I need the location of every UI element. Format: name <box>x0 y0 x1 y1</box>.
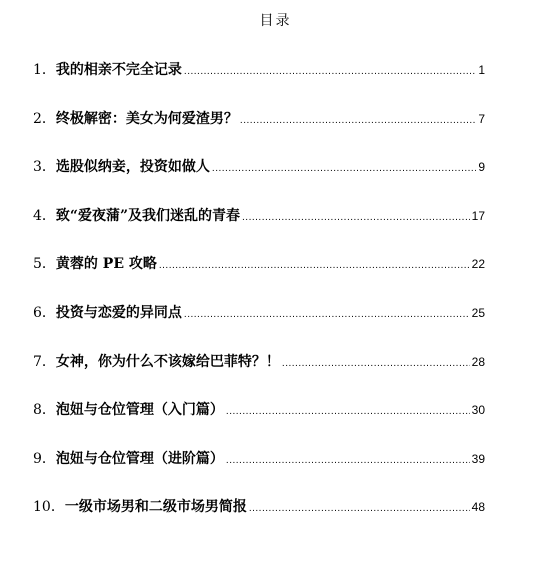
toc-entry-title[interactable]: 泡妞与仓位管理（进阶篇） <box>55 450 224 467</box>
toc-entry[interactable] <box>33 352 485 372</box>
toc-dot-leader <box>282 354 470 374</box>
toc-entry-title[interactable]: 泡妞与仓位管理（入门篇） <box>55 402 224 419</box>
toc-entry-number: 3． <box>33 159 56 176</box>
toc-entry-page[interactable]: 30 <box>471 403 485 418</box>
toc-entry-number: 4． <box>33 207 56 224</box>
toc-entry[interactable] <box>33 449 485 469</box>
toc-dot-leader <box>184 62 476 82</box>
toc-dot-leader <box>242 208 470 228</box>
toc-dot-leader <box>240 111 476 131</box>
toc-entry-title[interactable]: 我的相亲不完全记录 <box>55 62 182 78</box>
toc-dot-leader <box>159 256 470 276</box>
toc-entry[interactable] <box>33 303 485 323</box>
toc-entry[interactable] <box>33 157 485 177</box>
toc-entry-title[interactable]: 选股似纳妾，投资如做人 <box>55 159 210 176</box>
toc-entry[interactable] <box>33 206 485 226</box>
toc-entry-title[interactable]: 投资与恋爱的异同点 <box>55 304 182 321</box>
toc-entry-number: 2． <box>33 110 56 127</box>
toc-entry-page[interactable]: 17 <box>471 208 485 223</box>
toc-entry-page[interactable]: 39 <box>471 451 485 466</box>
toc-dot-leader <box>249 499 470 519</box>
toc-entry-number: 5． <box>33 256 56 273</box>
toc-entry-title[interactable]: 黄蓉的 PE 攻略 <box>55 256 157 273</box>
toc-entry[interactable] <box>33 400 485 420</box>
toc-entry[interactable] <box>33 497 485 517</box>
toc-entry[interactable] <box>33 254 485 274</box>
toc-entry[interactable] <box>33 60 485 80</box>
toc-entry-page[interactable]: 25 <box>471 305 485 320</box>
toc-dot-leader <box>226 402 470 422</box>
toc-entry-title[interactable]: 终极解密：美女为何爱渣男？ <box>55 110 238 127</box>
toc-list <box>33 60 485 546</box>
toc-entry[interactable] <box>33 109 485 129</box>
toc-entry-title[interactable]: 致“爱夜蒲”及我们迷乱的青春 <box>55 207 241 224</box>
toc-entry-title[interactable]: 女神，你为什么不该嫁给巴菲特？！ <box>55 353 280 370</box>
toc-entry-page[interactable]: 1 <box>478 63 485 77</box>
toc-entry-number: 7． <box>33 353 56 370</box>
toc-entry-number: 8． <box>33 402 56 419</box>
toc-dot-leader <box>226 451 470 471</box>
toc-dot-leader <box>184 305 470 325</box>
toc-entry-title[interactable]: 一级市场男和二级市场男简报 <box>64 499 247 516</box>
toc-dot-leader <box>212 159 476 179</box>
toc-entry-number: 9． <box>33 450 56 467</box>
toc-entry-page[interactable]: 28 <box>471 354 485 369</box>
toc-entry-page[interactable]: 7 <box>478 111 485 126</box>
toc-entry-number: 6． <box>33 304 56 321</box>
toc-entry-page[interactable]: 9 <box>478 160 485 175</box>
toc-entry-number: 10． <box>33 499 65 516</box>
toc-title: 目录 <box>259 13 292 29</box>
toc-entry-page[interactable]: 22 <box>471 257 485 272</box>
toc-entry-page[interactable]: 48 <box>471 500 485 515</box>
toc-entry-number: 1． <box>33 62 56 78</box>
